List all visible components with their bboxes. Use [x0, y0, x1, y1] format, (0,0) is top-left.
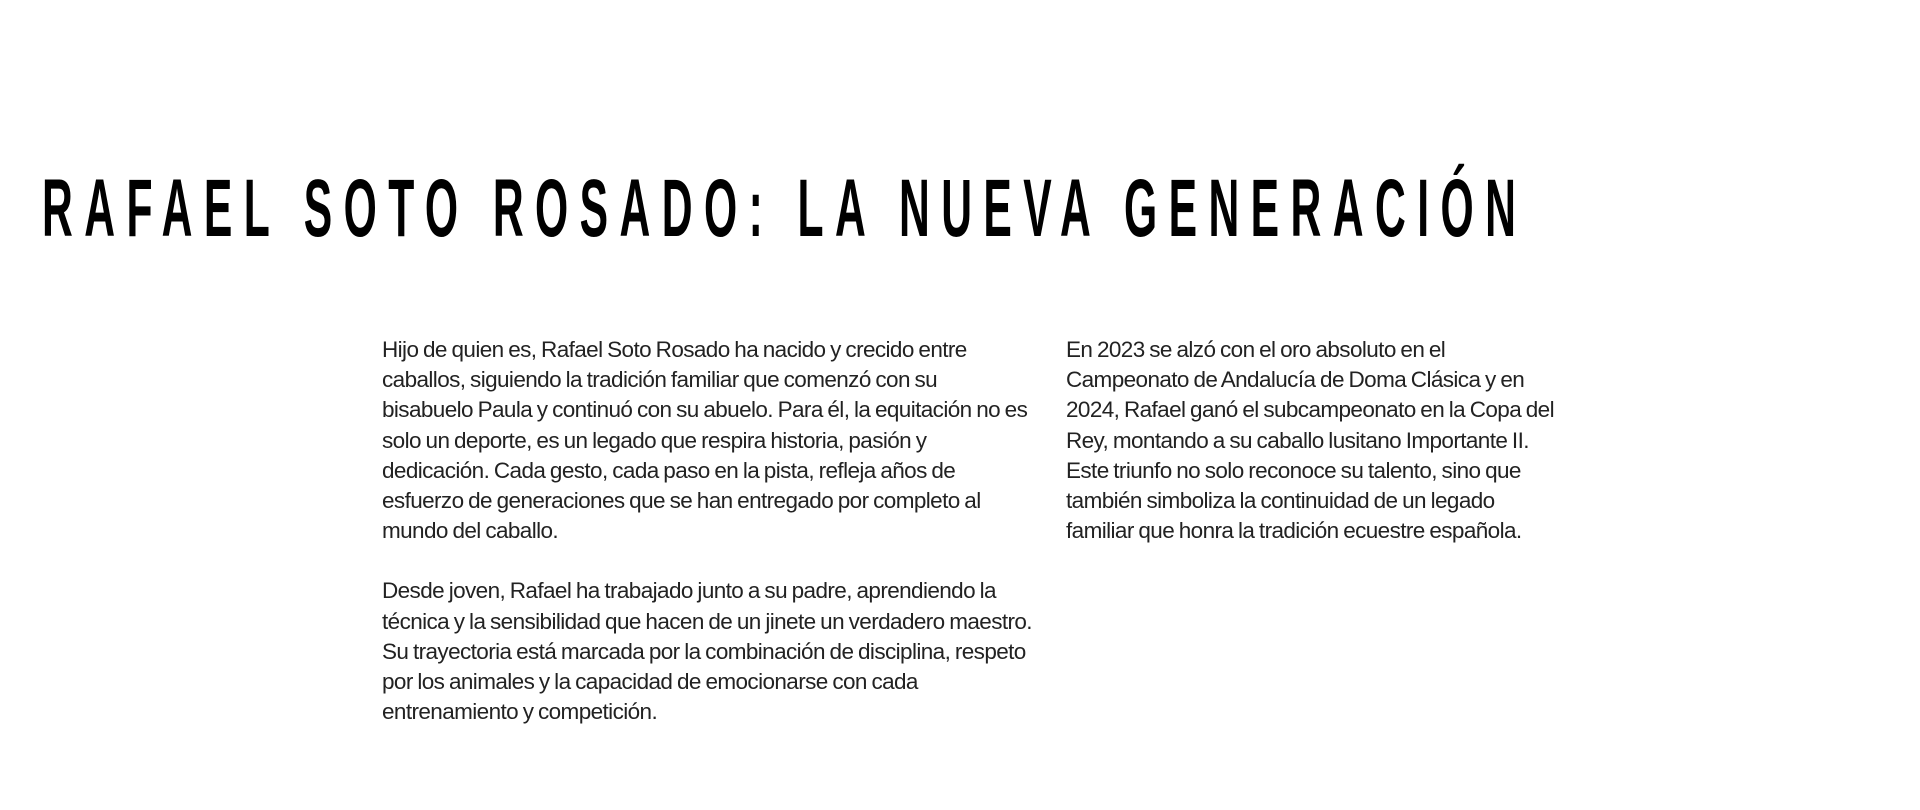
article-title: RAFAEL SOTO ROSADO: LA NUEVA GENERACIÓN — [42, 163, 1528, 254]
article-column-left — [382, 335, 1032, 757]
paragraph-family-legacy: Hijo de quien es, Rafael Soto Rosado ha nacido y crecido entre caballos, siguiendo la tradición familiar que comenzó con su bisabuelo Paula y continuó con su abuelo. Para él, la equitación no es solo un deporte, es un legado que respira historia, pasión y dedicación. Cada gesto, cada paso en la pista, refleja años de esfuerzo de generaciones que se han entregado por completo al mundo del caballo. — [382, 337, 1028, 544]
article-column-right — [1066, 335, 1566, 576]
paragraph-training: Desde joven, Rafael ha trabajado junto a su padre, aprendiendo la técnica y la sensibilidad que hacen de un jinete un verdadero maestro. Su trayectoria está marcada por la combinación de disciplina, respeto por los animales y la capacidad de emocionarse con cada entrenamiento y competición. — [382, 578, 1032, 725]
paragraph-achievements: En 2023 se alzó con el oro absoluto en el Campeonato de Andalucía de Doma Clásica y en 2024, Rafael ganó el subcampeonato en la Copa del Rey, montando a su caballo lusitano Importante II. Este triunfo no solo reconoce su talento, sino que también simboliza la continuidad de un legado familiar que honra la tradición ecuestre española. — [1066, 337, 1554, 544]
